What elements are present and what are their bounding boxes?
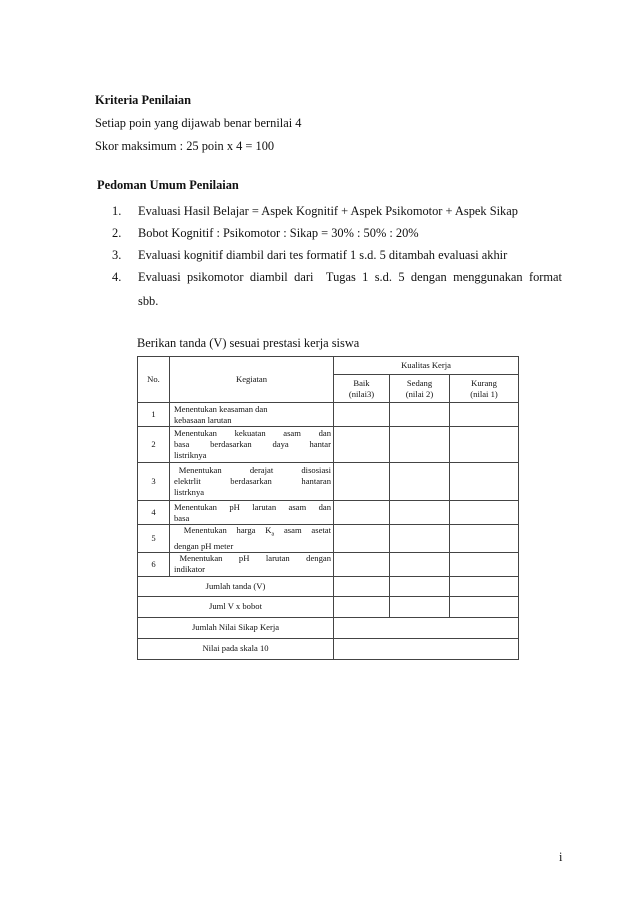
list-item-text-continued: sbb. [138, 294, 159, 308]
list-item-number: 1. [112, 204, 122, 218]
checkbox-cell-baik[interactable] [334, 403, 390, 427]
row-number: 3 [138, 463, 170, 501]
kegiatan-line: elektrlit berdasarkan hantaran [174, 476, 331, 486]
summary-row [138, 617, 519, 638]
table-row [138, 427, 519, 463]
row-kegiatan [170, 403, 334, 427]
row-kegiatan [170, 427, 334, 463]
table-instruction: Berikan tanda (V) sesuai prestasi kerja siswa [137, 336, 360, 350]
page-number: i [559, 850, 563, 864]
header-sedang-label: Sedang [406, 377, 433, 388]
header-kurang [450, 375, 519, 403]
section-title-kriteria: Kriteria Penilaian [95, 93, 192, 107]
kegiatan-line [174, 525, 331, 541]
summary-cell-sedang[interactable] [390, 596, 450, 617]
kegiatan-text: Menentukan harga K [174, 525, 272, 535]
kegiatan-line: basa [174, 512, 190, 523]
kegiatan-line: listrknya [174, 487, 205, 497]
table-row [138, 525, 519, 553]
summary-label: Jumlah Nilai Sikap Kerja [138, 617, 334, 638]
row-number: 4 [138, 501, 170, 525]
list-item-number: 4. [112, 270, 122, 284]
checkbox-cell-sedang[interactable] [390, 525, 450, 553]
table-row [138, 501, 519, 525]
kriteria-line-2: Skor maksimum : 25 poin x 4 = 100 [95, 139, 275, 153]
checkbox-cell-kurang[interactable] [450, 403, 519, 427]
summary-cell-total[interactable] [334, 617, 519, 638]
checkbox-cell-sedang[interactable] [390, 552, 450, 576]
header-kualitas-kerja: Kualitas Kerja [334, 357, 519, 375]
checkbox-cell-baik[interactable] [334, 552, 390, 576]
header-no: No. [138, 357, 170, 403]
kegiatan-line: Menentukan pH larutan dengan [174, 553, 331, 564]
kegiatan-text: asam asetat [274, 525, 331, 535]
list-item-number: 3. [112, 248, 122, 262]
kegiatan-line: Menentukan kekuatan asam dan [174, 428, 331, 438]
table-row [138, 403, 519, 427]
summary-row [138, 638, 519, 659]
row-kegiatan [170, 525, 334, 553]
kegiatan-line: Menentukan derajat disosiasi [174, 465, 331, 475]
kegiatan-line: indikator [174, 564, 206, 575]
row-number: 2 [138, 427, 170, 463]
subscript-a: a [271, 531, 275, 538]
checkbox-cell-sedang[interactable] [390, 463, 450, 501]
list-item-text: Bobot Kognitif : Psikomotor : Sikap = 30% : 50% : 20% [138, 226, 419, 240]
checkbox-cell-kurang[interactable] [450, 501, 519, 525]
kegiatan-line: Menentukan pH larutan asam dan [174, 501, 331, 512]
summary-label: Juml V x bobot [138, 596, 334, 617]
header-kurang-label: Kurang [471, 377, 497, 388]
list-item-text: Evaluasi kognitif diambil dari tes formatif 1 s.d. 5 ditambah evaluasi akhir [138, 248, 508, 262]
checkbox-cell-baik[interactable] [334, 463, 390, 501]
header-kurang-value: (nilai 1) [470, 388, 498, 399]
summary-cell-baik[interactable] [334, 576, 390, 596]
kegiatan-line: listriknya [174, 450, 207, 460]
checkbox-cell-baik[interactable] [334, 501, 390, 525]
row-number: 6 [138, 552, 170, 576]
row-number: 5 [138, 525, 170, 553]
checkbox-cell-kurang[interactable] [450, 427, 519, 463]
table-row [138, 552, 519, 576]
header-baik [334, 375, 390, 403]
kegiatan-line: Menentukan keasaman dan [174, 403, 268, 414]
checkbox-cell-kurang[interactable] [450, 463, 519, 501]
header-sedang-value: (nilai 2) [405, 388, 434, 399]
summary-cell-kurang[interactable] [450, 576, 519, 596]
checkbox-cell-baik[interactable] [334, 525, 390, 553]
table-row [138, 463, 519, 501]
summary-cell-score[interactable] [334, 638, 519, 659]
summary-cell-sedang[interactable] [390, 576, 450, 596]
kegiatan-line: dengan pH meter [174, 540, 234, 551]
checkbox-cell-sedang[interactable] [390, 403, 450, 427]
summary-label: Jumlah tanda (V) [138, 576, 334, 596]
row-kegiatan [170, 463, 334, 501]
header-sedang [390, 375, 450, 403]
row-kegiatan [170, 552, 334, 576]
checkbox-cell-kurang[interactable] [450, 552, 519, 576]
summary-row [138, 596, 519, 617]
section-title-pedoman: Pedoman Umum Penilaian [97, 178, 239, 192]
list-item-text: Evaluasi Hasil Belajar = Aspek Kognitif + Aspek Psikomotor + Aspek Sikap [138, 204, 518, 218]
summary-label: Nilai pada skala 10 [138, 638, 334, 659]
header-baik-value: (nilai3) [348, 388, 375, 399]
summary-cell-kurang[interactable] [450, 596, 519, 617]
checkbox-cell-sedang[interactable] [390, 501, 450, 525]
checkbox-cell-baik[interactable] [334, 427, 390, 463]
header-kegiatan: Kegiatan [170, 357, 334, 403]
row-number: 1 [138, 403, 170, 427]
header-baik-label: Baik [353, 377, 370, 388]
summary-row [138, 576, 519, 596]
kriteria-line-1: Setiap poin yang dijawab benar bernilai 4 [95, 116, 302, 130]
checkbox-cell-kurang[interactable] [450, 525, 519, 553]
kegiatan-line: kebasaan larutan [174, 414, 232, 425]
kegiatan-line: basa berdasarkan daya hantar [174, 439, 331, 449]
list-item-text: Evaluasi psikomotor diambil dari Tugas 1 s.d. 5 dengan menggunakan format [138, 270, 562, 284]
summary-cell-baik[interactable] [334, 596, 390, 617]
list-item-number: 2. [112, 226, 122, 240]
checkbox-cell-sedang[interactable] [390, 427, 450, 463]
assessment-table [137, 356, 519, 660]
row-kegiatan [170, 501, 334, 525]
